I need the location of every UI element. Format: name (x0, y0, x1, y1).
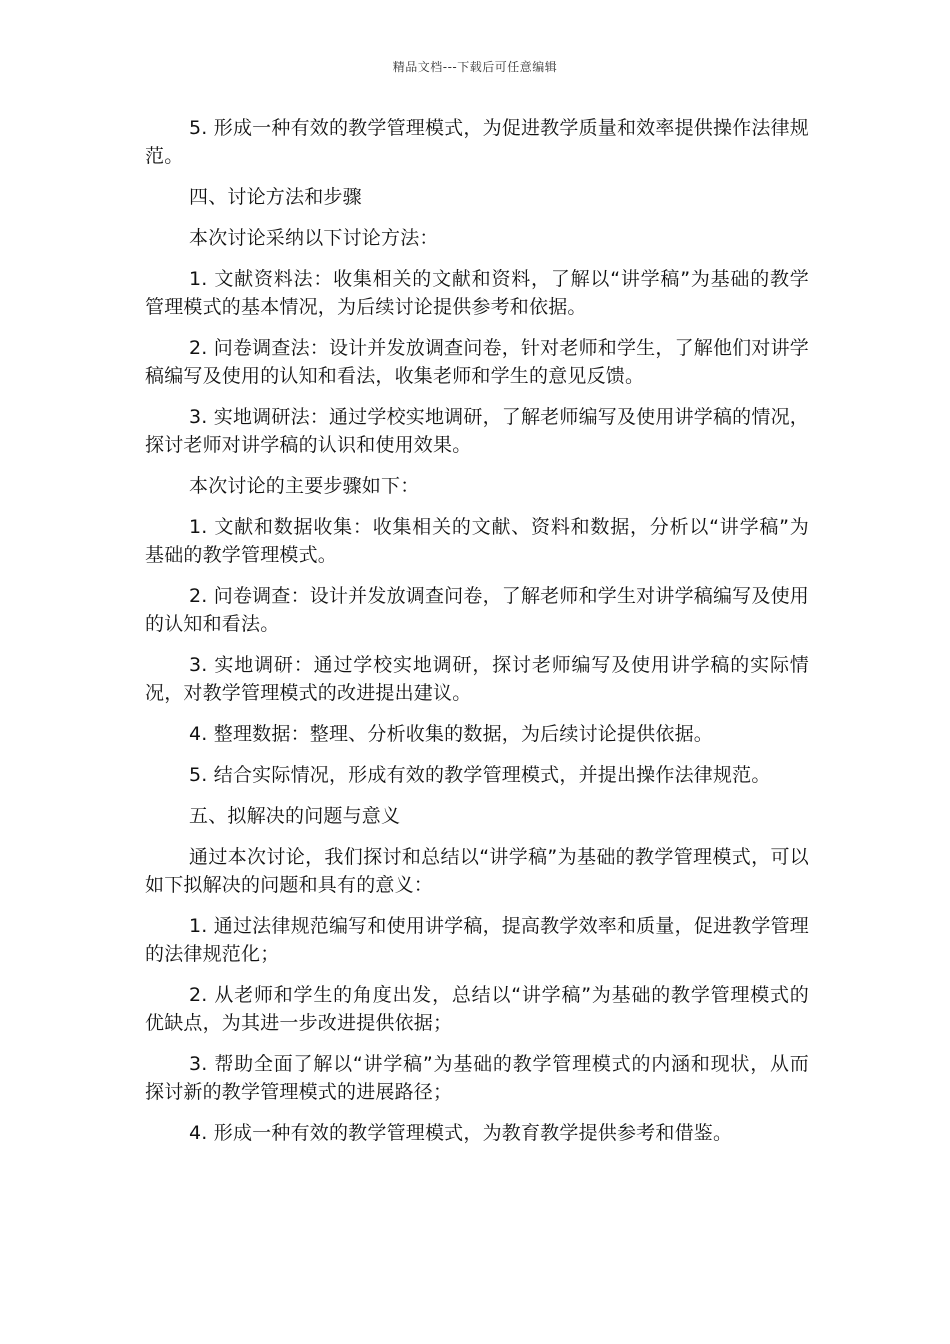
step-item-3: 3. 实地调研：通过学校实地调研，探讨老师编写及使用讲学稿的实际情况，对教学管理模式的改进提出建议。 (145, 654, 809, 704)
paragraph-steps-intro: 本次讨论的主要步骤如下： (189, 475, 420, 497)
method-item-2: 2. 问卷调查法：设计并发放调查问卷，针对老师和学生，了解他们对讲学稿编写及使用的认知和看法，收集老师和学生的意见反馈。 (145, 337, 809, 387)
section-heading-5: 五、拟解决的问题与意义 (189, 805, 401, 827)
significance-item-2: 2. 从老师和学生的角度出发，总结以“讲学稿”为基础的教学管理模式的优缺点，为其进一步改进提供依据； (145, 984, 809, 1034)
significance-item-1: 1. 通过法律规范编写和使用讲学稿，提高教学效率和质量，促进教学管理的法律规范化； (145, 915, 809, 965)
paragraph-significance-intro: 通过本次讨论，我们探讨和总结以“讲学稿”为基础的教学管理模式，可以如下拟解决的问题和具有的意义： (145, 846, 809, 896)
step-item-4: 4. 整理数据：整理、分析收集的数据，为后续讨论提供依据。 (189, 723, 713, 745)
step-item-2: 2. 问卷调查：设计并发放调查问卷，了解老师和学生对讲学稿编写及使用的认知和看法。 (145, 585, 809, 635)
document-body (145, 114, 809, 1160)
paragraph-1: 5. 形成一种有效的教学管理模式，为促进教学质量和效率提供操作法律规范。 (145, 117, 809, 167)
section-heading-4: 四、讨论方法和步骤 (189, 186, 362, 208)
step-item-1: 1. 文献和数据收集：收集相关的文献、资料和数据，分析以“讲学稿”为基础的教学管理模式。 (145, 516, 809, 566)
paragraph-methods-intro: 本次讨论采纳以下讨论方法： (189, 227, 439, 249)
step-item-5: 5. 结合实际情况，形成有效的教学管理模式，并提出操作法律规范。 (189, 764, 771, 786)
significance-item-4: 4. 形成一种有效的教学管理模式，为教育教学提供参考和借鉴。 (189, 1122, 733, 1144)
method-item-1: 1. 文献资料法：收集相关的文献和资料，了解以“讲学稿”为基础的教学管理模式的基本情况，为后续讨论提供参考和依据。 (145, 268, 809, 318)
significance-item-3: 3. 帮助全面了解以“讲学稿”为基础的教学管理模式的内涵和现状，从而探讨新的教学管理模式的进展路径； (145, 1053, 809, 1103)
method-item-3: 3. 实地调研法：通过学校实地调研，了解老师编写及使用讲学稿的情况，探讨老师对讲学稿的认识和使用效果。 (145, 406, 809, 456)
page-header: 精品文档---下载后可任意编辑 (392, 60, 558, 74)
